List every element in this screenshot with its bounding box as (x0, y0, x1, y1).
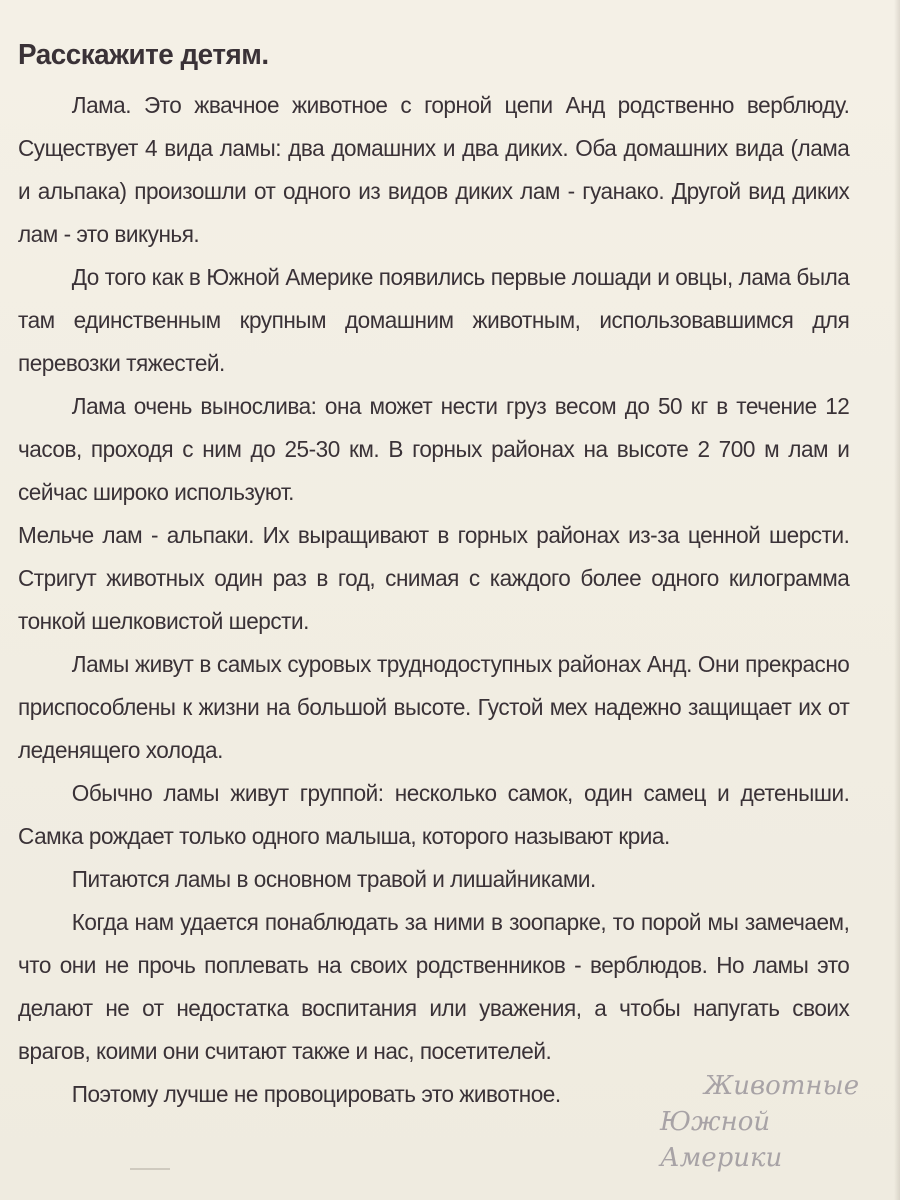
paragraph-9: Поэтому лучше не провоцировать это животное. (71, 1081, 561, 1107)
paragraph-3: Лама очень вынослива: она может нести груз весом до 50 кг в течение 12 часов, проходя с ним до 25-30 км. В горных районах на высоте 2 700 м лам и сейчас широко используют. (18, 393, 850, 505)
page-title: Расскажите детям. (18, 39, 269, 71)
paragraph-7: Питаются ламы в основном травой и лишайниками. (71, 866, 596, 892)
paper-mark (130, 1168, 170, 1170)
paragraph-8: Когда нам удается понаблюдать за ними в зоопарке, то порой мы замечаем, что они не прочь поплевать на своих родственников - верблюдов. Но ламы это делают не от недостатка воспитания или уважения, а чтобы напугать своих врагов, коими они считают также и нас, посетителей. (18, 909, 850, 1064)
signature-line-2: Южной Америки (660, 1107, 783, 1173)
paragraph-6: Обычно ламы живут группой: несколько самок, один самец и детеныши. Самка рождает только одного малыша, которого называют криа. (18, 780, 850, 849)
paragraph-5: Ламы живут в самых суровых труднодоступных районах Анд. Они прекрасно приспособлены к жизни на большой высоте. Густой мех надежно защищает их от леденящего холода. (18, 651, 850, 763)
series-signature (660, 1068, 900, 1176)
paragraph-4: Мельче лам - альпаки. Их выращивают в горных районах из-за ценной шерсти. Стригут животных один раз в год, снимая с каждого более одного килограмма тонкой шелковистой шерсти. (18, 522, 850, 634)
paragraph-2: До того как в Южной Америке появились первые лошади и овцы, лама была там единственным крупным домашним животным, использовавшимся для перевозки тяжестей. (18, 264, 850, 376)
signature-line-1: Животные (704, 1071, 860, 1101)
page-edge-shadow (894, 0, 900, 1200)
document-body (18, 26, 849, 1116)
paragraph-1: Лама. Это жвачное животное с горной цепи Анд родственно верблюду. Существует 4 вида ламы: два домашних и два диких. Оба домашних вида (лама и альпака) произошли от одного из видов диких лам - гуанако. Другой вид диких лам - это викунья. (18, 92, 850, 247)
